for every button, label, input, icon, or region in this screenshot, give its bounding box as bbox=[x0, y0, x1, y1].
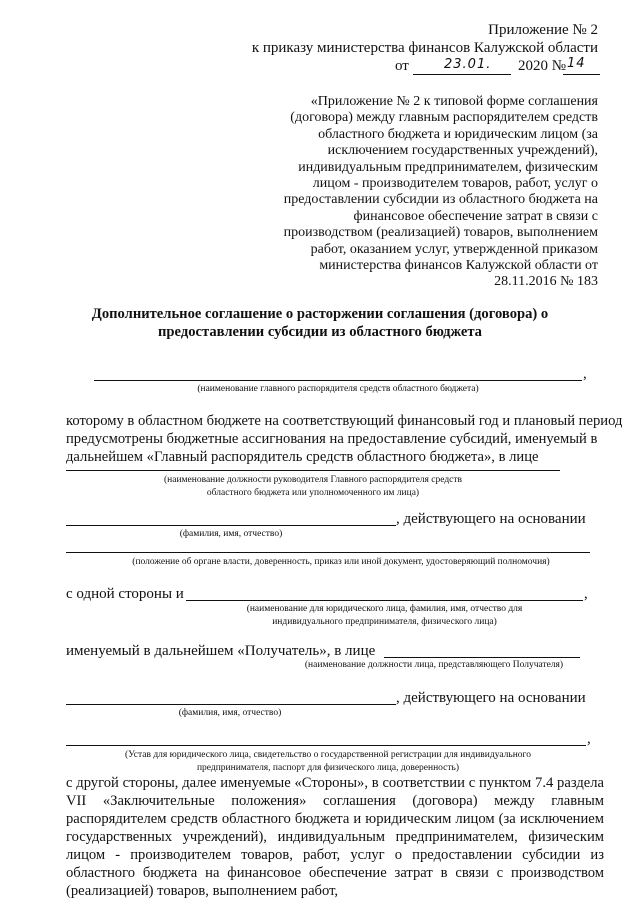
acting-basis-text: , действующего на основании bbox=[396, 511, 586, 527]
charter-blank[interactable] bbox=[66, 745, 586, 746]
caption-chief-distributor: (наименование главного распорядителя средств областного бюджета) bbox=[197, 384, 479, 394]
quote-line: работ, оказанием услуг, утвержденной приказом bbox=[310, 241, 598, 257]
caption-line: (наименование для юридического лица, фамилия, имя, отчество для bbox=[246, 604, 523, 614]
quote-line: лицом - производителем товаров, работ, услуг о bbox=[312, 176, 598, 192]
para1-line3: дальнейшем «Главный распорядитель средств областного бюджета», в лице bbox=[66, 449, 539, 465]
quote-line: министерства финансов Калужской области от bbox=[319, 258, 598, 274]
order-number-underline bbox=[563, 74, 600, 75]
one-side-text: с одной стороны и bbox=[66, 586, 184, 602]
fio-blank-2[interactable] bbox=[66, 704, 396, 705]
caption-fio-1: (фамилия, имя, отчество) bbox=[179, 529, 283, 539]
final-paragraph: с другой стороны, далее именуемые «Стороны», в соответствии с пунктом 7.4 раздела VII «Заключительные положения» соглашения (договора) между главным распорядителем средств областного бюджета и юридическим лицом (за исключением государственных учреждений), индивидуальным предпринимателем, физическим лицом - производителем товаров, работ, услуг о предоставлении субсидии из областного бюджета на финансовое обеспечение затрат в связи с производством (реализацией) товаров, выполнением работ, bbox=[66, 775, 604, 899]
caption-authority-document: (положение об органе власти, доверенность, приказ или иной документ, удостоверяющий полномочия) bbox=[132, 557, 550, 567]
caption-line: (Устав для юридического лица, свидетельство о государственной регистрации для индивидуального bbox=[125, 750, 531, 760]
caption-charter bbox=[66, 749, 590, 774]
date-prefix: от bbox=[395, 58, 409, 74]
caption-line: предпринимателя, паспорт для физического лица, доверенность) bbox=[196, 762, 460, 773]
comma: , bbox=[584, 586, 588, 602]
recipient-name-blank[interactable] bbox=[186, 600, 583, 601]
quote-line: производством (реализацией) товаров, выполнением bbox=[283, 225, 598, 241]
acting-basis-text-2: , действующего на основании bbox=[396, 690, 586, 706]
caption-head-position bbox=[66, 474, 560, 499]
authority-document-blank[interactable] bbox=[66, 552, 590, 553]
comma: , bbox=[583, 366, 587, 382]
caption-line: (наименование должности руководителя Главного распорядителя средств bbox=[163, 475, 463, 485]
head-position-blank[interactable] bbox=[66, 470, 560, 471]
date-underline bbox=[413, 74, 511, 75]
quote-line: областного бюджета и юридическим лицом (за bbox=[318, 126, 598, 142]
comma: , bbox=[587, 731, 591, 747]
quote-line: индивидуальным предпринимателем, физическим bbox=[298, 159, 598, 175]
caption-recipient-position: (наименование должности лица, представляющего Получателя) bbox=[304, 660, 564, 670]
quote-line: «Приложение № 2 к типовой форме соглашения bbox=[310, 94, 598, 109]
quote-line: 28.11.2016 № 183 bbox=[494, 274, 598, 290]
fio-blank-1[interactable] bbox=[66, 525, 396, 526]
quote-line: исключением государственных учреждений), bbox=[327, 143, 598, 159]
year-and-number-label: 2020 № bbox=[518, 58, 567, 74]
quote-line: предоставлении субсидии из областного бюджета на bbox=[283, 192, 598, 208]
title-line-2: предоставлении субсидии из областного бюджета bbox=[158, 324, 482, 340]
chief-distributor-blank[interactable] bbox=[94, 380, 582, 381]
appendix-quote-block bbox=[258, 94, 598, 291]
para1-line2: предусмотрены бюджетные ассигнования на предоставление субсидий, именуемый в bbox=[66, 431, 598, 447]
recipient-position-blank[interactable] bbox=[384, 657, 580, 658]
quote-line: финансовое обеспечение затрат в связи с bbox=[353, 208, 598, 224]
caption-line: областного бюджета или уполномоченного им лица) bbox=[206, 487, 420, 498]
hereinafter-recipient-text: именуемый в дальнейшем «Получатель», в лице bbox=[66, 643, 376, 659]
caption-line: индивидуального предпринимателя, физического лица) bbox=[272, 616, 497, 627]
para1-line1: которому в областном бюджете на соответствующий финансовый год и плановый период bbox=[66, 413, 623, 429]
appendix-number: Приложение № 2 bbox=[488, 22, 598, 38]
caption-fio-2: (фамилия, имя, отчество) bbox=[178, 708, 282, 718]
handwritten-date: 23.01. bbox=[444, 57, 492, 72]
document-title bbox=[60, 305, 580, 341]
title-line-1: Дополнительное соглашение о расторжении соглашения (договора) о bbox=[91, 306, 549, 322]
handwritten-order-number: 14 bbox=[567, 56, 586, 71]
quote-line: (договора) между главным распорядителем средств bbox=[290, 110, 598, 126]
caption-recipient bbox=[186, 603, 583, 628]
order-reference: к приказу министерства финансов Калужской области bbox=[251, 40, 598, 56]
